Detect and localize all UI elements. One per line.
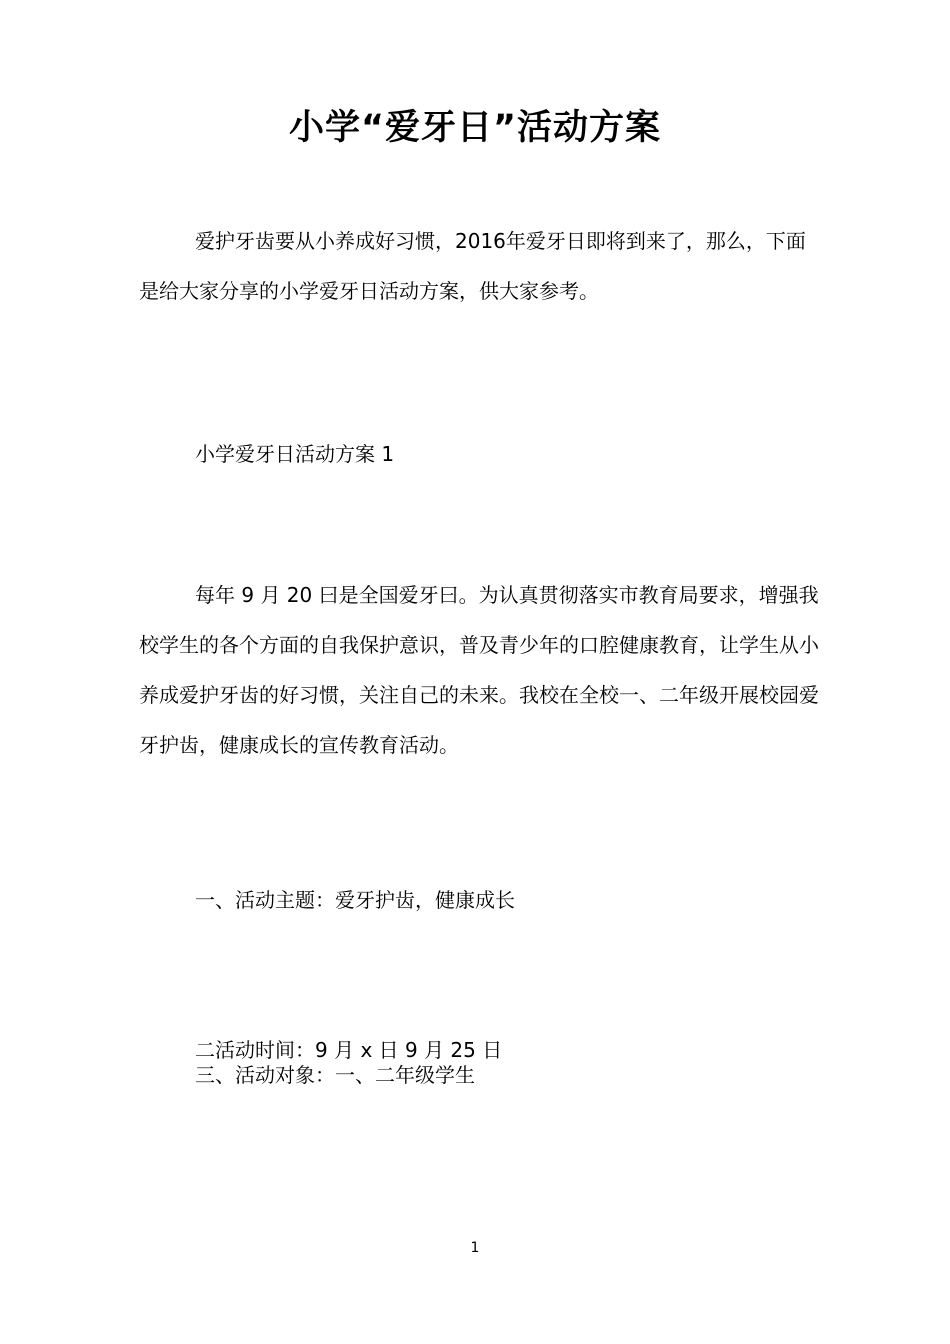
section-heading: 小学爱牙日活动方案 1	[195, 442, 395, 466]
activity-target: 三、活动对象：一、二年级学生	[195, 1063, 475, 1087]
document-title: 小学“爱牙日”活动方案	[288, 108, 661, 148]
activity-theme: 一、活动主题：爱牙护齿，健康成长	[195, 888, 515, 912]
intro-paragraph: 爱护牙齿要从小养成好习惯，2016年爱牙日即将到来了，那么，下面是给大家分享的小学爱牙日活动方案，供大家参考。	[139, 229, 806, 303]
page-number: 1	[470, 1240, 480, 1256]
body-paragraph: 每年 9 月 20 曰是全国爱牙曰。为认真贯彻落实市教育局要求，增强我校学生的各个方面的自我保护意识，普及青少年的口腔健康教育，让学生从小养成爱护牙齿的好习惯，关注自己的未来。我校在全校一、二年级开展校园爱牙护齿，健康成长的宣传教育活动。	[139, 583, 819, 757]
activity-time: 二活动时间：9 月 x 日 9 月 25 日	[195, 1038, 503, 1062]
